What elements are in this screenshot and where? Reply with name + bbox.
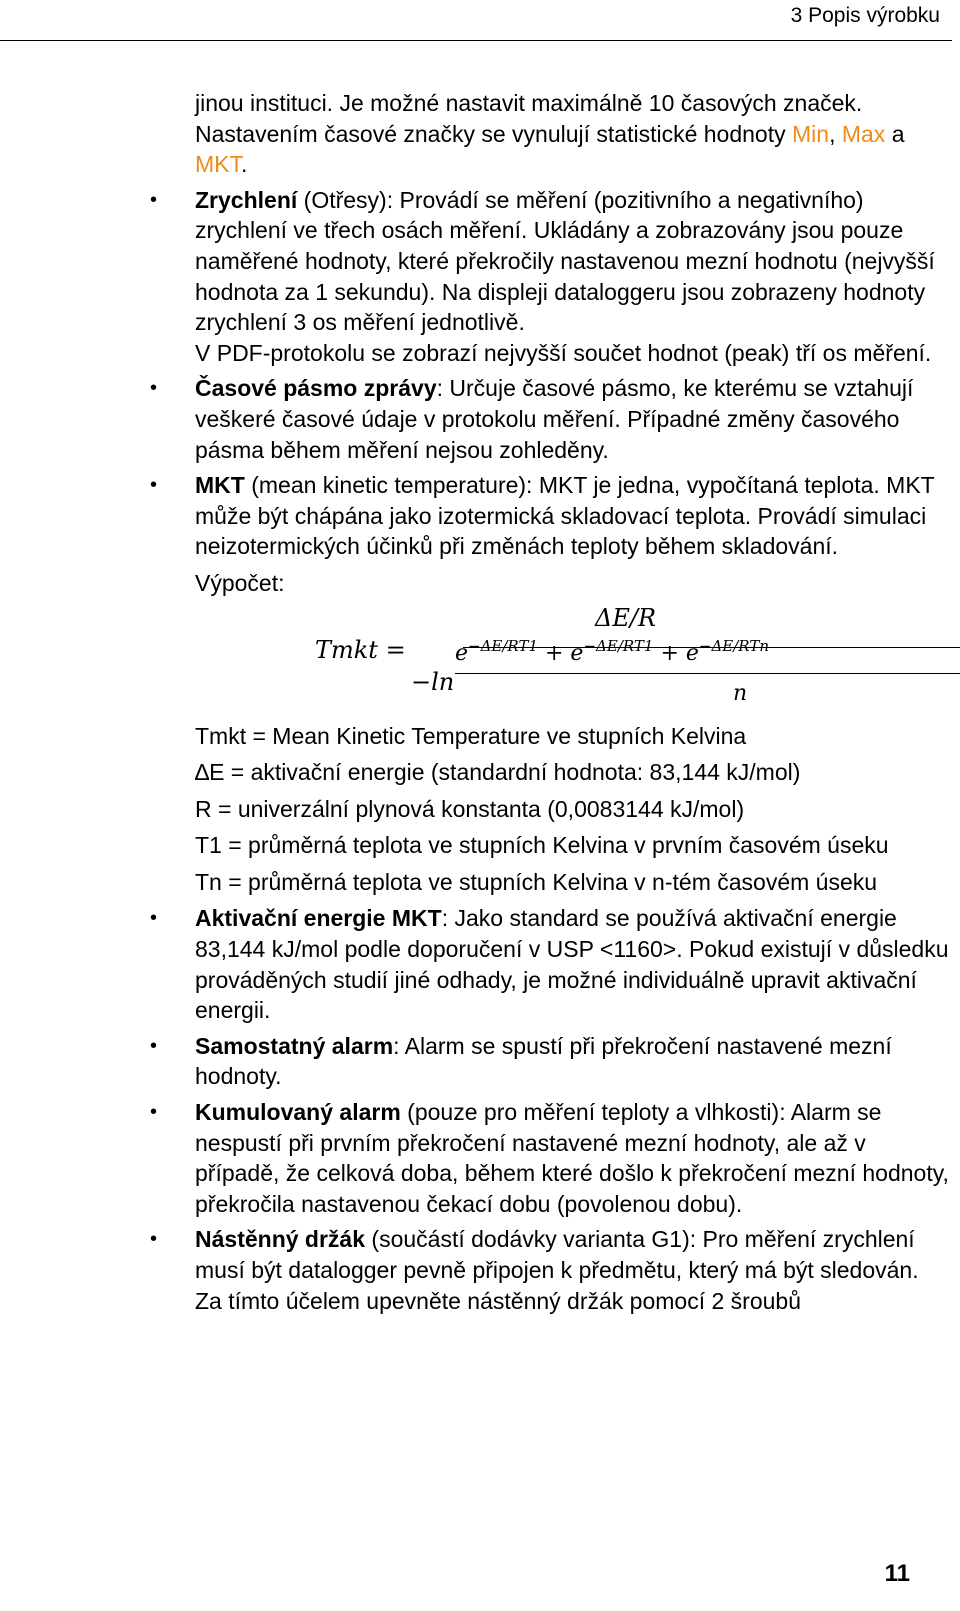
list-item-acceleration [195,185,955,369]
list-item-activation-energy [195,903,955,1025]
plus-term: + e [538,640,584,666]
exponent: −ΔE/RTn [698,636,770,655]
intro-sep: , [829,120,842,147]
header-divider [0,40,952,41]
formula-sum [455,631,769,670]
list-item-wall-holder [195,1224,955,1316]
definition: R = univerzální plynová konstanta (0,0083144 kJ/mol) [195,795,745,822]
exponent: −ΔE/RT1 [583,636,654,655]
page-header [0,0,960,40]
body-text [195,88,955,1316]
list-item-mkt [195,470,955,897]
list-item-single-alarm [195,1031,955,1092]
term: Zrychlení [195,186,298,213]
intro-end: . [241,151,248,178]
definition: Tn = průměrná teplota ve stupních Kelvina v n-tém časovém úseku [195,868,878,895]
description: (pouze pro měření teploty a vlhkosti): Alarm se nespustí při prvním překročení nastavené mezní hodnoty, ale až v případě, že celková doba, během které došlo k překročení mezní hodnoty, překročila nastavenou čekací dobu (povolenou dobu). [195,1099,949,1217]
description: : Alarm se spustí při překročení nastavené mezní hodnoty. [195,1032,892,1090]
description: (mean kinetic temperature): MKT je jedna, vypočítaná teplota. MKT může být chápána jako izotermická skladovací teplota. Provádí simulaci neizotermických účinků při změnách teploty během skladování. [195,472,935,560]
intro-text: jinou instituci. Je možné nastavit maximálně 10 časových značek. Nastavením časové značky se vynulují statistické hodnoty [195,90,863,147]
intro-paragraph [195,88,955,180]
description: (Otřesy): Provádí se měření (pozitivního a negativního) zrychlení ve třech osách měření. Ukládány a zobrazovány jsou pouze naměřené hodnoty, které překročily nastavenou mezní hodnotu (nejvyšší hodnota za 1 sekundu). Na displeji dataloggeru jsou zobrazeny hodnoty zrychlení 3 os měření jednotlivě. [195,186,935,336]
term: Nástěnný držák [195,1226,366,1253]
term: Samostatný alarm [195,1032,394,1059]
section-title: 3 Popis výrobku [790,4,940,27]
note: V PDF-protokolu se zobrazí nejvyšší součet hodnot (peak) tří os měření. [195,339,932,366]
exponent: −ΔE/RT1 [468,636,539,655]
mkt-label: MKT [195,151,241,178]
formula-ln: −ln [411,667,455,696]
calc-label: Výpočet: [195,569,285,596]
term: Aktivační energie MKT [195,905,442,932]
formula-lhs: Tmkt = [315,635,406,664]
term: Kumulovaný alarm [195,1099,401,1126]
list-item-timezone [195,373,955,465]
note: Za tímto účelem upevněte nástěnný držák pomocí 2 šroubů [195,1287,801,1314]
description: : Jako standard se používá aktivační energie 83,144 kJ/mol podle doporučení v USP <1160>. Pokud existují v důsledku prováděných studií jiné odhady, je možné individuálně upravit aktivační energii. [195,905,949,1024]
list-item-cumulative-alarm [195,1097,955,1219]
definition: ∆E = aktivační energie (standardní hodnota: 83,144 kJ/mol) [195,759,801,786]
inner-fraction-bar [455,673,960,674]
exp-base: e [455,640,469,666]
mkt-formula [195,605,955,715]
term: Časové pásmo zprávy [195,375,437,402]
page-number: 11 [884,1560,910,1587]
description: (součástí dodávky varianta G1): Pro měření zrychlení musí být datalogger pevně připojen k předmětu, který má být sledován. [195,1226,919,1283]
definition: T1 = průměrná teplota ve stupních Kelvina v prvním časovém úseku [195,832,889,859]
min-label: Min [792,120,830,147]
term: MKT [195,472,245,499]
intro-sep: a [885,120,905,147]
definition: Tmkt = Mean Kinetic Temperature ve stupních Kelvina [195,722,747,749]
max-label: Max [841,120,886,147]
formula-numerator: ΔE/R [595,603,657,632]
plus-term: + e [653,640,699,666]
formula-denominator: n [733,680,748,706]
description: : Určuje časové pásmo, ke kterému se vztahují veškeré časové údaje v protokolu měření. Případné změny časového pásma během měření nejsou zohleděny. [195,375,914,463]
